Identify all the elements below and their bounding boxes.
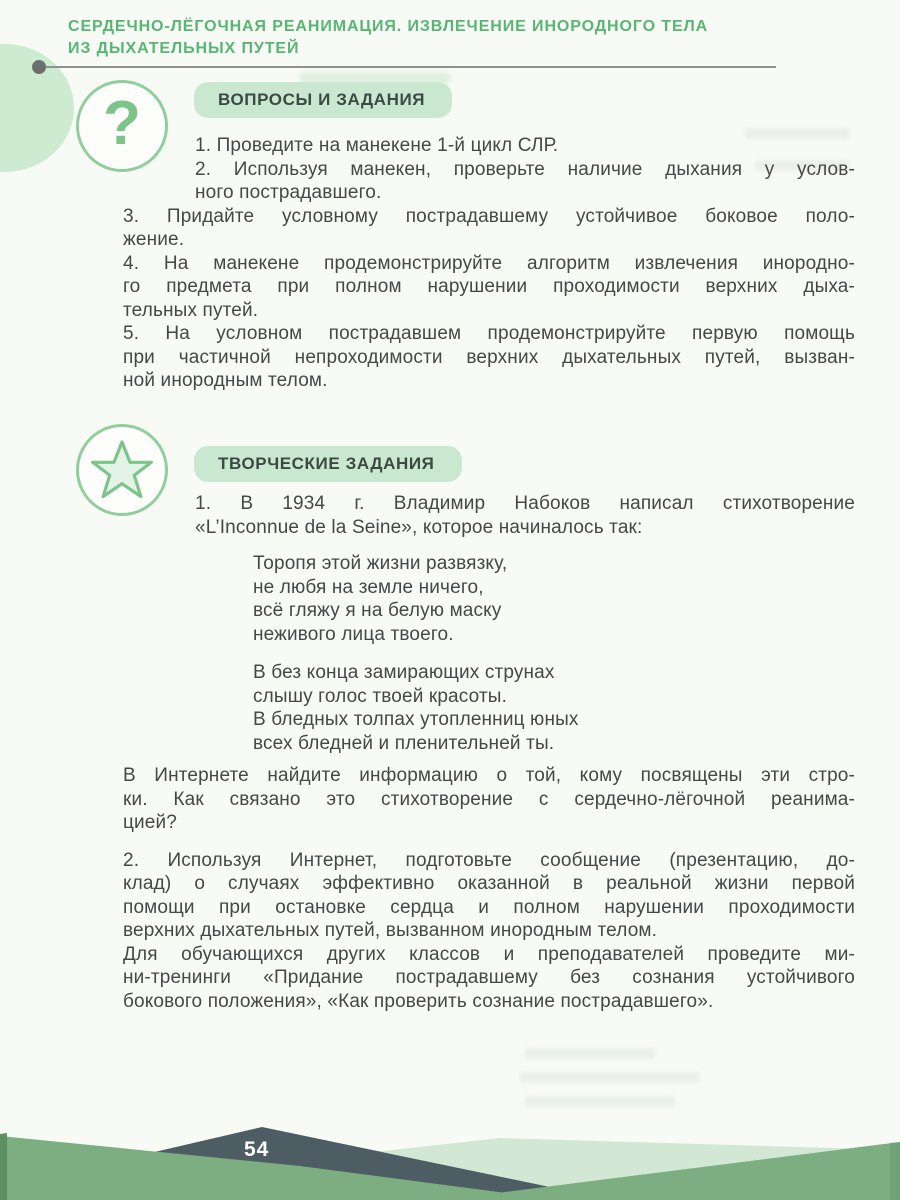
question-mark-glyph: ? — [103, 89, 141, 158]
section-title-questions: ВОПРОСЫ И ЗАДАНИЯ — [218, 90, 426, 109]
section-title-creative: ТВОРЧЕСКИЕ ЗАДАНИЯ — [218, 454, 435, 473]
chapter-title-line1: СЕРДЕЧНО-ЛЁГОЧНАЯ РЕАНИМАЦИЯ. ИЗВЛЕЧЕНИЕ ИНОРОДНОГО ТЕЛА — [68, 18, 709, 35]
page-number: 54 — [244, 1138, 270, 1161]
chapter-title — [68, 16, 788, 60]
questions-text-block — [123, 134, 855, 393]
poem-stanza-2: В без конца замирающих струнах слышу голос твоей красоты. В бледных толпах утопленниц юных всех бледней и пленительней ты. — [253, 662, 579, 754]
bleed-through-artifact — [520, 1072, 700, 1083]
section-banner-creative — [194, 446, 462, 482]
footer-left-edge — [0, 1133, 7, 1200]
poem-stanza-1: Торопя этой жизни развязку, не любя на земле ничего, всё гляжу я на белую маску неживого лица твоего. — [253, 553, 508, 645]
bleed-through-artifact — [525, 1096, 675, 1107]
question-item-5: 5. На условном пострадавшем продемонстрируйте первую помощь при частичной непроходимости верхних дыхательных путей, вызван- ной инородным телом. — [123, 323, 855, 391]
creative-intro: 1. В 1934 г. Владимир Набоков написал стихотворение «L’Inconnue de la Seine», которое начиналось так: — [195, 493, 855, 538]
question-item-3: 3. Придайте условному пострадавшему устойчивое боковое поло- жение. — [123, 205, 855, 250]
question-item-2: 2. Используя манекен, проверьте наличие дыхания у услов- ного пострадавшего. — [195, 158, 855, 203]
chapter-title-line2: ИЗ ДЫХАТЕЛЬНЫХ ПУТЕЙ — [68, 40, 300, 57]
creative-paragraph-2: 2. Используя Интернет, подготовьте сообщение (презентацию, до- клад) о случаях эффективно оказанной в реальной жизни первой помощи при остановке сердца и полном нарушении проходимости верхних дыхательных путей, вызванном инородным телом. — [123, 849, 855, 941]
question-item-1: 1. Проведите на манекене 1-й цикл СЛР. — [195, 135, 559, 156]
creative-paragraph-3: Для обучающихся других классов и преподавателей проведите ми- ни-тренинги «Придание пострадавшему без сознания устойчивого бокового положения», «Как проверить сознание пострадавшего». — [123, 943, 855, 1012]
footer-mountains — [0, 1122, 900, 1200]
creative-paragraph-1: В Интернете найдите информацию о той, кому посвящены эти стро- ки. Как связано это стихотворение с сердечно-лёгочной реанима- цией? — [123, 765, 855, 833]
section-banner-questions — [194, 82, 452, 118]
footer-right-edge — [890, 1142, 900, 1200]
header-rule — [38, 66, 776, 68]
bleed-through-artifact — [525, 1048, 655, 1059]
creative-text-block — [123, 492, 855, 1013]
question-item-4: 4. На манекене продемонстрируйте алгоритм извлечения инородно- го предмета при полном нарушении проходимости верхних дыха- тельных путей. — [123, 252, 855, 321]
header-rule-dot — [32, 60, 46, 74]
